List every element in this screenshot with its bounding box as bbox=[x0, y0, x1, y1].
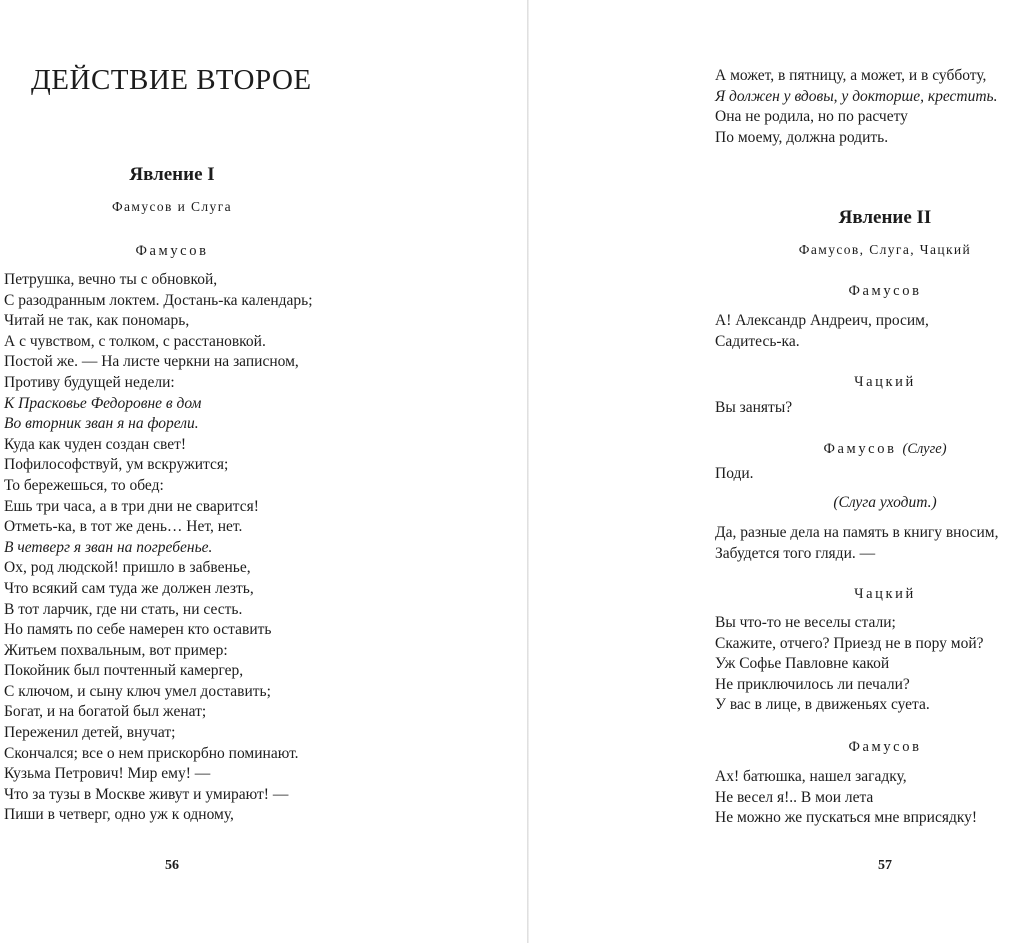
act-title: ДЕЙСТВИЕ ВТОРОЕ bbox=[31, 64, 312, 96]
verse-line: Житьем похвальным, вот пример: bbox=[4, 641, 228, 659]
verse-line: Скончался; все о нем прискорбно поминают. bbox=[4, 744, 299, 762]
verse-line: В тот ларчик, где ни стать, ни сесть. bbox=[4, 600, 243, 618]
verse-line: Вы что-то не веселы стали; bbox=[715, 614, 896, 631]
verse-line: А может, в пятницу, а может, и в субботу, bbox=[715, 67, 987, 84]
verse-line: Не приключилось ли печали? bbox=[715, 675, 910, 693]
verse-line: Уж Софье Павловне какой bbox=[715, 655, 890, 673]
verse-line: Ох, род людской! пришло в забвенье, bbox=[4, 559, 251, 577]
cast-list: Фамусов и Слуга bbox=[111, 199, 233, 214]
verse-line: Кузьма Петрович! Мир ему! — bbox=[4, 765, 211, 783]
verse-line: Отметь-ка, в тот же день… Нет, нет. bbox=[4, 518, 243, 536]
verse-line: Не весел я!.. В мои лета bbox=[715, 788, 874, 806]
verse-line: Покойник был почтенный камергер, bbox=[4, 662, 244, 680]
speaker-name: Чацкий bbox=[854, 586, 916, 602]
verse-line: Что за тузы в Москве живут и умирают! — bbox=[4, 785, 289, 803]
speaker-with-direction bbox=[715, 441, 1033, 458]
verse-line: Садитесь-ка. bbox=[715, 332, 800, 350]
verse-line: В четверг я зван на погребенье. bbox=[4, 538, 213, 556]
verse-line: С ключом, и сыну ключ умел доставить; bbox=[4, 682, 271, 700]
verse-block bbox=[715, 523, 998, 564]
speaker-name: Чацкий bbox=[854, 374, 916, 390]
verse-line: Забудется того гляди. — bbox=[715, 544, 876, 562]
stage-direction: (Слуге) bbox=[902, 441, 947, 457]
scene-title: Явление II bbox=[838, 207, 932, 228]
speaker-name: Фамусов bbox=[848, 739, 922, 755]
page-gutter bbox=[527, 0, 529, 943]
verse-line: Не можно же пускаться мне вприсядку! bbox=[715, 809, 978, 827]
verse-line: Читай не так, как пономарь, bbox=[4, 312, 190, 330]
verse-line: Петрушка, вечно ты с обновкой, bbox=[4, 271, 218, 288]
speaker-name: Фамусов bbox=[823, 441, 897, 457]
verse-line: Поди. bbox=[715, 465, 754, 482]
verse-line: Богат, и на богатой был женат; bbox=[4, 703, 207, 721]
verse-block bbox=[715, 311, 929, 352]
verse-block bbox=[715, 398, 792, 419]
verse-line: А с чувством, с толком, с расстановкой. bbox=[4, 332, 266, 350]
verse-block bbox=[715, 66, 997, 148]
verse-line: Противу будущей недели: bbox=[4, 373, 175, 391]
speaker-name: Фамусов bbox=[848, 283, 922, 299]
verse-line: Но память по себе намерен кто оставить bbox=[4, 621, 272, 639]
stage-direction: (Слуга уходит.) bbox=[833, 494, 937, 511]
page-number: 56 bbox=[165, 858, 179, 873]
verse-line: Переженил детей, внучат; bbox=[4, 724, 176, 742]
verse-block bbox=[715, 613, 984, 716]
right-page bbox=[530, 0, 1033, 943]
verse-block bbox=[715, 767, 977, 829]
verse-line: Что всякий сам туда же должен лезть, bbox=[4, 579, 254, 597]
speaker-name: Фамусов bbox=[135, 243, 209, 259]
verse-line: А! Александр Андреич, просим, bbox=[715, 312, 929, 329]
verse-line: По моему, должна родить. bbox=[715, 128, 889, 146]
verse-line: То бережешься, то обед: bbox=[4, 476, 164, 494]
verse-line: С разодранным локтем. Достань-ка календарь; bbox=[4, 291, 313, 309]
verse-line: К Прасковье Федоровне в дом bbox=[4, 394, 202, 412]
scene-title: Явление I bbox=[129, 164, 215, 185]
verse-line: Она не родила, но по расчету bbox=[715, 108, 908, 126]
verse-line: Да, разные дела на память в книгу вносим, bbox=[715, 524, 999, 541]
verse-line: Скажите, отчего? Приезд не в пору мой? bbox=[715, 634, 984, 652]
verse-line: У вас в лице, в движеньях суета. bbox=[715, 696, 930, 714]
verse-line: Куда как чуден создан свет! bbox=[4, 435, 187, 453]
cast-list: Фамусов, Слуга, Чацкий bbox=[798, 242, 972, 257]
verse-line: Пофилософствуй, ум вскружится; bbox=[4, 456, 229, 474]
verse-block bbox=[715, 464, 754, 485]
verse-line: Я должен у вдовы, у докторше, крестить. bbox=[715, 87, 998, 105]
verse-line: Ах! батюшка, нашел загадку, bbox=[715, 768, 907, 785]
verse-line: Вы заняты? bbox=[715, 399, 793, 416]
verse-line: Ешь три часа, а в три дни не сварится! bbox=[4, 497, 259, 515]
page-number: 57 bbox=[878, 858, 892, 873]
verse-block bbox=[4, 270, 313, 826]
verse-line: Во вторник зван я на форели. bbox=[4, 415, 199, 433]
verse-line: Пиши в четверг, одно уж к одному, bbox=[4, 806, 234, 824]
verse-line: Постой же. — На листе черкни на записном, bbox=[4, 353, 299, 371]
